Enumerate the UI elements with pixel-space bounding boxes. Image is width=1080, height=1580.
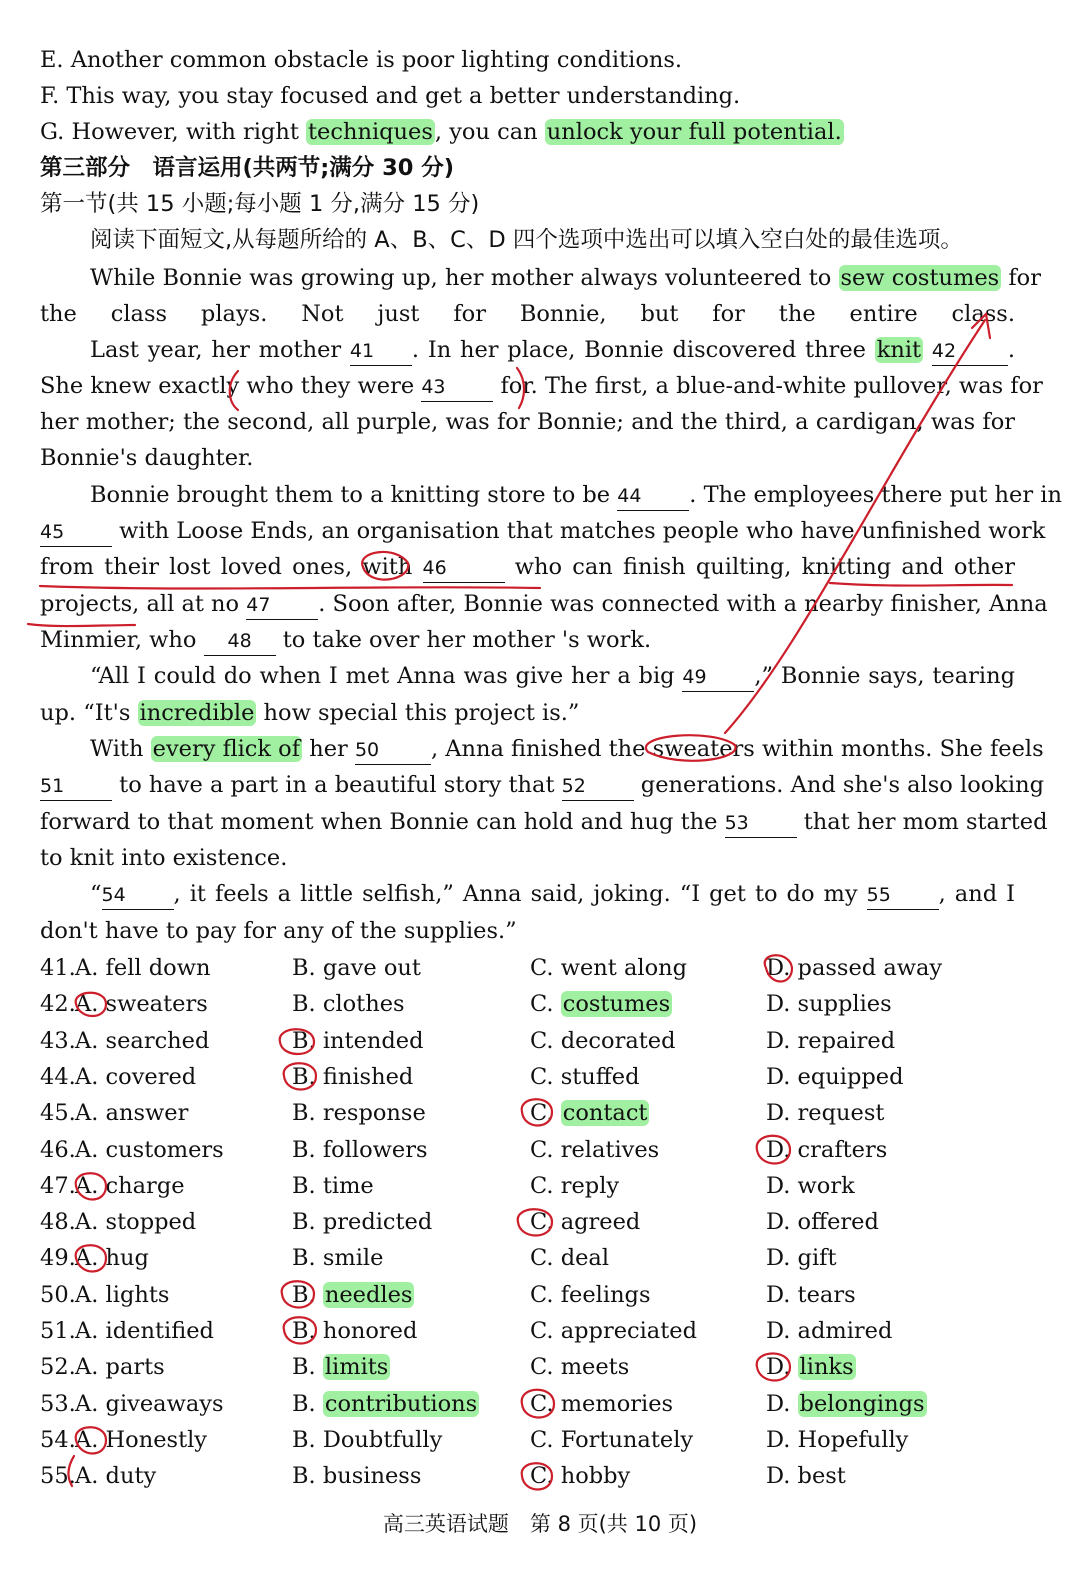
passage-line: the class plays. Not just for Bonnie, but for the entire class. (40, 301, 1015, 327)
text: that her mom started (796, 809, 1048, 835)
option-d: D. best (766, 1463, 846, 1490)
option-a: A. hug (75, 1245, 149, 1272)
option-highlight: links (799, 1354, 854, 1381)
text: how special this project is.” (256, 700, 580, 726)
option-e: E. Another common obstacle is poor lighting conditions. (40, 47, 683, 73)
option-d: D. admired (766, 1318, 893, 1344)
text: “All I could do when I met Anna was give her a big (90, 663, 683, 689)
question-number: 45. (40, 1100, 76, 1127)
passage-line (40, 767, 1045, 803)
highlight-sew-costumes: sew costumes (840, 265, 1000, 291)
question-row (0, 1313, 1080, 1349)
question-row (0, 1458, 1080, 1494)
passage-line (90, 731, 1044, 767)
text: to take over her mother 's work. (275, 627, 652, 653)
blank-51: 51 (40, 773, 112, 801)
option-a: A. identified (75, 1318, 214, 1344)
question-row (0, 1059, 1080, 1095)
option-b: B. honored (292, 1318, 418, 1344)
text: for (1001, 265, 1041, 291)
option-c: C. stuffed (530, 1063, 640, 1090)
option-c: C. deal (530, 1245, 610, 1272)
option-c: C. meets (530, 1354, 630, 1381)
option-a: A. covered (75, 1063, 197, 1090)
passage-line (40, 586, 1048, 622)
option-d: D. gift (766, 1245, 837, 1272)
text: ,” Bonnie says, tearing (754, 663, 1015, 689)
option-c: C. feelings (530, 1281, 651, 1308)
option-b: B. business (292, 1463, 422, 1490)
text: from their lost loved ones, with (40, 554, 423, 580)
option-highlight: contact (562, 1100, 648, 1127)
blank-53: 53 (725, 810, 797, 838)
option-d: D. work (766, 1172, 855, 1199)
option-b: B. Doubtfully (292, 1426, 443, 1453)
highlight-every-flick-of: every flick of (152, 736, 301, 762)
passage-line (40, 804, 1048, 840)
option-a: A. lights (75, 1281, 170, 1308)
question-number: 55. (40, 1463, 76, 1490)
passage-line (40, 622, 1015, 658)
passage-line (40, 695, 1015, 731)
option-c: C. reply (530, 1172, 620, 1199)
option-b: B. intended (292, 1027, 424, 1054)
option-d: D. offered (766, 1209, 879, 1236)
question-number: 54. (40, 1426, 76, 1453)
option-b: B. finished (292, 1063, 414, 1090)
passage-line (40, 549, 1015, 585)
option-b: B. contributions (292, 1390, 478, 1417)
option-d: D. links (766, 1354, 854, 1381)
text: “ (90, 881, 102, 907)
blank-46: 46 (423, 555, 505, 583)
option-a: A. Honestly (75, 1426, 208, 1453)
text: up. “It's (40, 700, 138, 726)
blank-54: 54 (102, 882, 174, 910)
option-b: B. smile (292, 1245, 384, 1272)
option-c: C. appreciated (530, 1318, 697, 1344)
text: She knew exactly who they were (40, 373, 422, 399)
passage-line: Bonnie's daughter. (40, 445, 254, 471)
passage-line (90, 260, 1041, 296)
question-row (0, 1023, 1080, 1059)
option-b: B. clothes (292, 991, 405, 1018)
text: for. The first, a blue-and-white pullover, was for (493, 373, 1043, 399)
option-g-text: G. However, with right (40, 119, 307, 145)
blank-41: 41 (350, 338, 412, 366)
option-c: C. decorated (530, 1027, 676, 1054)
text: Minmier, who (40, 627, 204, 653)
text: Bonnie brought them to a knitting store to be (90, 482, 618, 508)
option-g (40, 114, 1015, 150)
highlight-techniques: techniques (308, 119, 433, 145)
text: projects, all at no (40, 591, 247, 617)
question-row (0, 1095, 1080, 1131)
option-d: D. belongings (766, 1390, 925, 1417)
instructions: 阅读下面短文,从每题所给的 A、B、C、D 四个选项中选出可以填入空白处的最佳选项。 (90, 227, 963, 253)
option-b: B. needles (292, 1281, 413, 1308)
blank-44: 44 (617, 483, 689, 511)
question-row (0, 1349, 1080, 1385)
blank-48: 48 (204, 628, 276, 656)
question-number: 47. (40, 1172, 76, 1199)
passage-line: Last year, her mother 41 . In her place, Bonnie discovered three knit 42 . (90, 332, 1015, 368)
question-row (0, 1168, 1080, 1204)
question-row (0, 1386, 1080, 1422)
option-d: D. tears (766, 1281, 856, 1308)
option-d: D. Hopefully (766, 1426, 909, 1453)
passage-line: to knit into existence. (40, 845, 288, 871)
text: , and I (938, 881, 1016, 907)
option-a: A. customers (75, 1136, 224, 1163)
option-highlight: contributions (324, 1390, 478, 1417)
text: Last year, her mother (90, 337, 350, 363)
section-one-heading: 第一节(共 15 小题;每小题 1 分,满分 15 分) (40, 191, 480, 217)
option-d: D. crafters (766, 1136, 888, 1163)
text: her (302, 736, 355, 762)
question-row (0, 1277, 1080, 1313)
question-number: 49. (40, 1245, 76, 1272)
text: . In her place, Bonnie discovered three (411, 337, 875, 363)
option-d: D. passed away (766, 955, 943, 981)
question-number: 52. (40, 1354, 76, 1381)
text: . The employees there put her in (689, 482, 1062, 508)
option-a: A. parts (75, 1354, 165, 1381)
option-b: B. followers (292, 1136, 428, 1163)
option-c: C. hobby (530, 1463, 631, 1490)
passage-line: don't have to pay for any of the supplies.” (40, 918, 517, 944)
highlight-unlock-potential: unlock your full potential. (546, 119, 842, 145)
option-g-text-2: , you can (434, 119, 545, 145)
option-c: C. Fortunately (530, 1426, 694, 1453)
option-b: B. limits (292, 1354, 389, 1381)
question-number: 42. (40, 991, 76, 1018)
page-footer: 高三英语试题 第 8 页(共 10 页) (382, 1512, 698, 1536)
option-c: C. contact (530, 1100, 648, 1127)
option-highlight: limits (324, 1354, 389, 1381)
question-number: 41. (40, 955, 76, 981)
question-number: 51. (40, 1318, 76, 1344)
question-number: 50. (40, 1281, 76, 1308)
text: with Loose Ends, an organisation that matches people who have unfinished work (112, 518, 1046, 544)
option-a: A. stopped (75, 1209, 197, 1236)
blank-52: 52 (562, 773, 634, 801)
option-c: C. costumes (530, 991, 671, 1018)
question-row (0, 950, 1080, 986)
option-a: A. charge (75, 1172, 185, 1199)
highlight-incredible: incredible (139, 700, 255, 726)
highlight-knit: knit (876, 337, 922, 363)
blank-49: 49 (682, 664, 754, 692)
option-d: D. request (766, 1100, 885, 1127)
passage-line (40, 513, 1046, 549)
option-d: D. equipped (766, 1063, 904, 1090)
question-row (0, 1422, 1080, 1458)
text: . Soon after, Bonnie was connected with a nearby finisher, Anna (318, 591, 1048, 617)
text: , it feels a little selfish,” Anna said, joking. “I get to do my (173, 881, 867, 907)
part-three-heading: 第三部分 语言运用(共两节;满分 30 分) (40, 155, 455, 181)
question-row (0, 986, 1080, 1022)
option-a: A. answer (75, 1100, 189, 1127)
option-b: B. predicted (292, 1209, 433, 1236)
passage-line (90, 658, 1015, 694)
blank-43: 43 (421, 374, 493, 402)
blank-47: 47 (246, 592, 318, 620)
blank-45: 45 (40, 519, 112, 547)
text: generations. And she's also looking (633, 772, 1045, 798)
question-number: 46. (40, 1136, 76, 1163)
blank-42: 42 (932, 338, 1008, 366)
passage-line (90, 477, 1062, 513)
option-a: A. giveaways (75, 1390, 224, 1417)
text: to have a part in a beautiful story that (112, 772, 562, 798)
option-a: A. sweaters (75, 991, 208, 1018)
option-highlight: belongings (799, 1390, 925, 1417)
text: While Bonnie was growing up, her mother always volunteered to (90, 265, 839, 291)
option-b: B. gave out (292, 955, 421, 981)
option-a: A. searched (75, 1027, 210, 1054)
question-number: 53. (40, 1390, 76, 1417)
option-a: A. duty (75, 1463, 157, 1490)
question-row (0, 1132, 1080, 1168)
question-row (0, 1204, 1080, 1240)
passage-line (90, 876, 1015, 912)
question-number: 44. (40, 1063, 76, 1090)
text: With (90, 736, 151, 762)
blank-50: 50 (355, 737, 431, 765)
option-c: C. went along (530, 955, 688, 981)
blank-55: 55 (867, 882, 939, 910)
option-c: C. relatives (530, 1136, 660, 1163)
question-number: 48. (40, 1209, 76, 1236)
option-c: C. agreed (530, 1209, 641, 1236)
option-highlight: needles (324, 1281, 413, 1308)
passage-line: her mother; the second, all purple, was for Bonnie; and the third, a cardigan, was for (40, 409, 1015, 435)
option-b: B. time (292, 1172, 374, 1199)
option-highlight: costumes (562, 991, 671, 1018)
question-row (0, 1240, 1080, 1276)
option-f: F. This way, you stay focused and get a better understanding. (40, 83, 741, 109)
option-d: D. supplies (766, 991, 892, 1018)
option-b: B. response (292, 1100, 426, 1127)
option-a: A. fell down (75, 955, 211, 981)
option-d: D. repaired (766, 1027, 896, 1054)
text: forward to that moment when Bonnie can hold and hug the (40, 809, 725, 835)
passage-line (40, 368, 1043, 404)
text: who can finish quilting, knitting and other (504, 554, 1016, 580)
text: , Anna finished the sweaters within months. She feels (430, 736, 1044, 762)
question-number: 43. (40, 1027, 76, 1054)
option-c: C. memories (530, 1390, 674, 1417)
